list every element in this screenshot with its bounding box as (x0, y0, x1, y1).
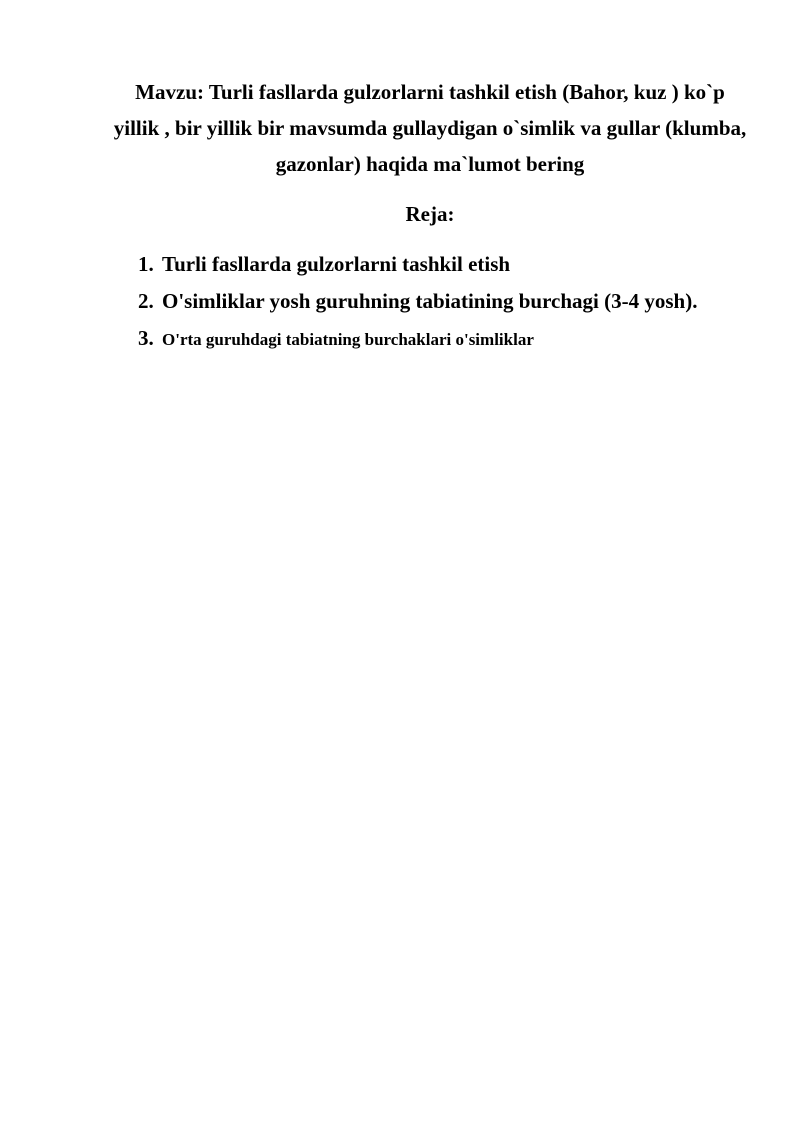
plan-item (138, 250, 778, 278)
plan-item (138, 324, 778, 354)
plan-item-number: 3. (138, 326, 154, 350)
plan-list (138, 250, 778, 363)
plan-item-text: O'simliklar yosh guruhning tabiatining burchagi (3-4 yosh). (162, 289, 698, 313)
plan-item-text: O'rta guruhdagi tabiatning burchaklari o'simliklar (162, 330, 534, 349)
plan-item-number: 2. (138, 289, 154, 313)
plan-item-number: 1. (138, 252, 154, 276)
plan-item (138, 287, 778, 315)
plan-item-text: Turli fasllarda gulzorlarni tashkil etish (162, 252, 511, 276)
plan-heading: Reja: (405, 202, 455, 226)
document-title: Mavzu: Turli fasllarda gulzorlarni tashkil etish (Bahor, kuz ) ko`p yillik , bir yillik bir mavsumda gullaydigan o`simlik va gullar (klumba, gazonlar) haqida ma`lumot bering (113, 80, 747, 176)
